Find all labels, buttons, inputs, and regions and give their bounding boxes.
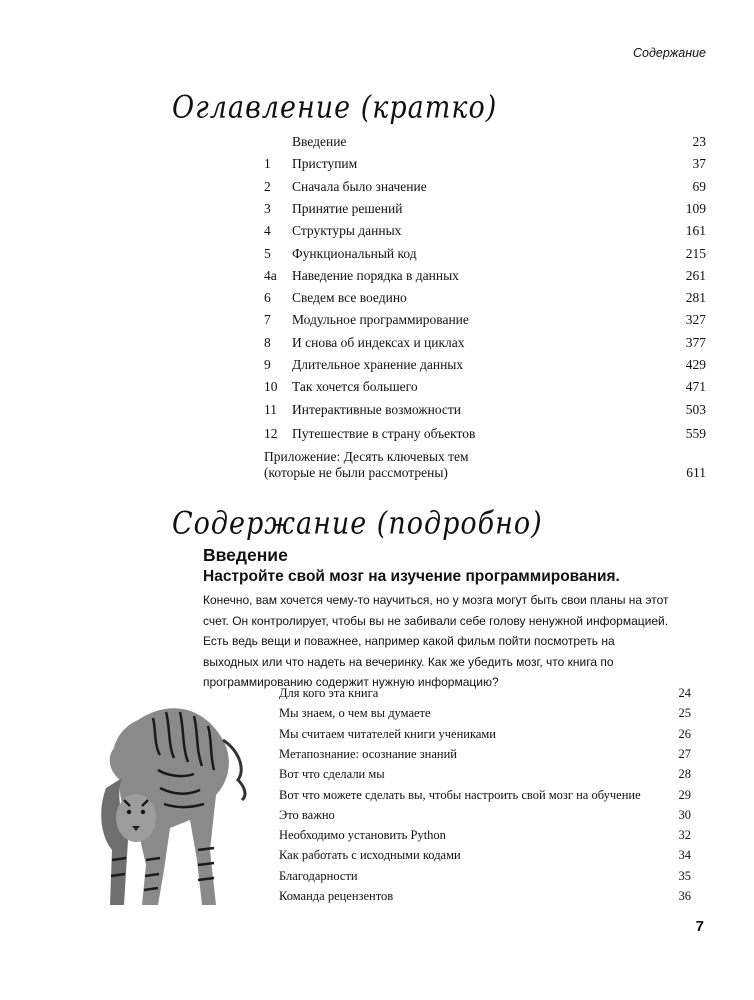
subsection-page: 30 (678, 807, 691, 822)
subsection-entry[interactable] (279, 747, 691, 765)
toc-entry-title: Интерактивные возможности (292, 401, 462, 417)
toc-entry-number: 5 (264, 245, 271, 261)
subsection-page: 35 (678, 868, 691, 883)
toc-entry-number: 10 (264, 379, 278, 395)
toc-entry-page: 261 (685, 267, 706, 283)
toc-entry-title: Модульное программирование (292, 312, 469, 328)
page-number: 7 (695, 918, 704, 935)
intro-subheading: Настройте свой мозг на изучение программирования. (203, 568, 620, 585)
toc-entry-title: Сведем все воедино (292, 290, 407, 306)
subsection-page: 29 (678, 787, 691, 802)
toc-entry-number: 12 (264, 426, 278, 441)
toc-entry-number: 6 (264, 290, 271, 306)
toc-appendix-page: 611 (686, 465, 706, 480)
subsection-entry[interactable] (279, 686, 691, 704)
intro-paragraph: Конечно, вам хочется чему-то научиться, но у мозга могут быть свои планы на этот счет. Он контролирует, чтобы вы не забивали себе голову ненужной информацией. Есть ведь вещи и поважнее, например какой фильм пойти посмотреть на выходных или что надеть на вечеринку. Как же убедить мозг, что книга по программированию содержит нужную информацию? (203, 593, 669, 689)
toc-entry[interactable] (264, 268, 706, 288)
toc-entry-page: 377 (685, 334, 706, 350)
toc-entry-page: 23 (692, 134, 706, 149)
toc-entry-number: 9 (264, 357, 271, 372)
toc-appendix-title: Приложение: Десять ключевых тем (264, 449, 469, 464)
toc-entry-page: 161 (685, 223, 706, 239)
subsection-page: 32 (678, 828, 691, 843)
subsection-entry[interactable] (279, 788, 691, 806)
toc-entry-title: Так хочется большего (292, 379, 418, 395)
toc-entry-page: 471 (685, 379, 706, 395)
toc-entry-title: Функциональный код (292, 245, 417, 261)
toc-entry-title: Длительное хранение данных (292, 357, 464, 372)
toc-entry-number: 2 (264, 178, 271, 194)
subsection-entry[interactable] (279, 869, 691, 887)
subsection-entry[interactable] (279, 767, 691, 785)
subsection-page: 24 (678, 686, 691, 700)
toc-entry-number: 8 (264, 334, 271, 350)
toc-entry[interactable] (264, 223, 706, 243)
toc-appendix-subtitle: (которые не были рассмотрены) (264, 465, 448, 480)
subsection-page: 25 (678, 706, 691, 721)
toc-entry-number: 3 (264, 200, 271, 216)
toc-entry-number: 4 (264, 223, 271, 239)
toc-entry-title: Приступим (292, 156, 358, 172)
subsection-title: Команда рецензентов (279, 889, 394, 903)
toc-entry[interactable] (264, 335, 706, 355)
toc-entry[interactable] (264, 179, 706, 199)
toc-entry-number: 7 (264, 312, 271, 328)
toc-entry-title: Введение (292, 134, 347, 149)
toc-entry[interactable] (264, 402, 706, 422)
running-head: Содержание (633, 46, 706, 60)
toc-entry-page: 109 (685, 200, 706, 216)
toc-entry-page: 37 (692, 156, 706, 172)
toc-entry[interactable] (264, 201, 706, 221)
toc-entry-title: Сначала было значение (292, 178, 427, 194)
toc-entry-title: И снова об индексах и циклах (292, 334, 465, 350)
toc-entry-page: 503 (685, 401, 706, 417)
toc-entry-title: Наведение порядка в данных (292, 267, 459, 283)
toc-entry-page: 215 (685, 245, 706, 261)
toc-entry[interactable] (264, 134, 706, 154)
subsection-entry[interactable] (279, 727, 691, 745)
toc-detailed-title: Содержание (подробно) (172, 506, 543, 542)
subsection-title: Вот что сделали мы (279, 767, 385, 782)
toc-entry[interactable] (264, 312, 706, 332)
subsection-entry[interactable] (279, 889, 691, 907)
subsection-entry[interactable] (279, 848, 691, 866)
subsection-title: Мы знаем, о чем вы думаете (279, 706, 431, 721)
toc-brief-title: Оглавление (кратко) (172, 90, 498, 126)
subsection-title: Для кого эта книга (279, 686, 379, 700)
subsection-title: Вот что можете сделать вы, чтобы настроить свой мозг на обучение (279, 787, 641, 802)
toc-entry[interactable] (264, 357, 706, 377)
subsection-title: Мы считаем читателей книги учениками (279, 726, 496, 741)
toc-entry[interactable] (264, 379, 706, 399)
toc-entry-number: 11 (264, 401, 277, 417)
toc-entry-page: 559 (685, 426, 706, 441)
subsection-title: Это важно (279, 807, 335, 822)
toc-entry-page: 281 (685, 290, 706, 306)
subsection-title: Благодарности (279, 868, 358, 883)
toc-entry-number: 4а (264, 267, 277, 283)
subsection-page: 26 (678, 726, 691, 741)
toc-entry-title: Структуры данных (292, 223, 402, 239)
toc-entry-title: Принятие решений (292, 200, 403, 216)
tiger-illustration (98, 700, 248, 915)
toc-entry[interactable] (264, 290, 706, 310)
subsection-page: 27 (678, 746, 691, 761)
subsection-entry[interactable] (279, 706, 691, 724)
subsection-title: Как работать с исходными кодами (279, 848, 461, 863)
toc-entry-number: 1 (264, 156, 271, 172)
subsection-page: 36 (678, 889, 691, 903)
subsection-entry[interactable] (279, 828, 691, 846)
intro-heading: Введение (203, 545, 288, 565)
toc-entry-page: 429 (685, 357, 706, 372)
toc-entry-page: 327 (685, 312, 706, 328)
toc-entry-page: 69 (692, 178, 706, 194)
subsection-entry[interactable] (279, 808, 691, 826)
toc-entry-title: Путешествие в страну объектов (292, 426, 476, 441)
toc-entry[interactable] (264, 156, 706, 176)
toc-entry[interactable] (264, 426, 706, 446)
subsection-page: 28 (678, 767, 691, 782)
subsection-title: Метапознание: осознание знаний (279, 746, 457, 761)
subsection-title: Необходимо установить Python (279, 828, 446, 843)
subsection-page: 34 (678, 848, 691, 863)
toc-entry[interactable] (264, 246, 706, 266)
